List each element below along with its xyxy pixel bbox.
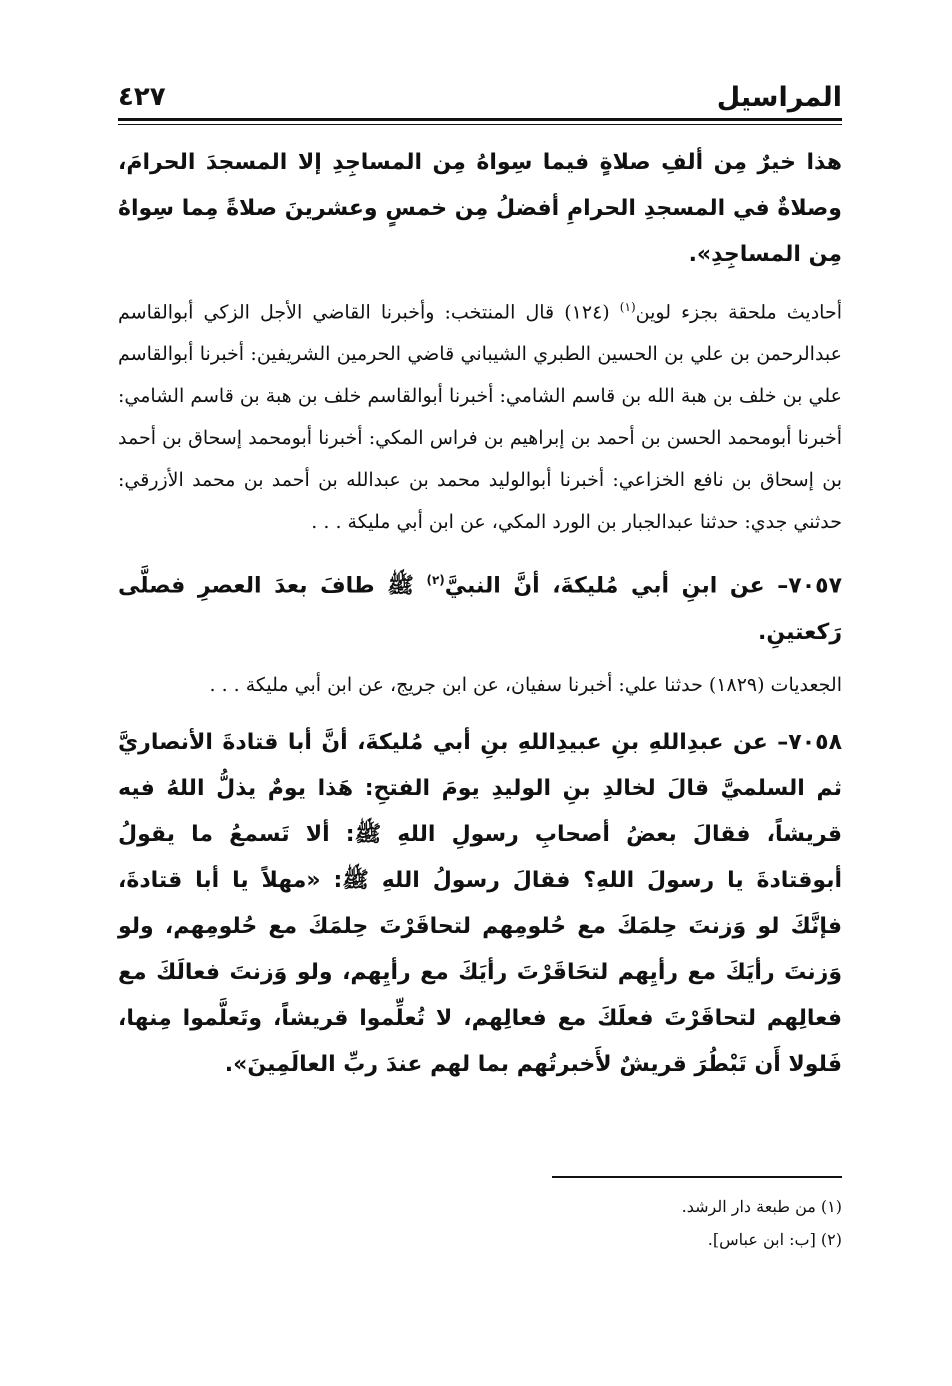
footnote-ref-2: (٢) bbox=[426, 573, 445, 588]
footnote-separator bbox=[552, 1176, 842, 1178]
source-lead: أحاديث ملحقة بجزء لوين bbox=[635, 301, 842, 324]
footnote-1 bbox=[118, 1190, 842, 1223]
footnote-2 bbox=[118, 1223, 842, 1256]
hadith-lead: عن ابنِ أبي مُليكةَ، أنَّ النبيَّ bbox=[444, 573, 778, 599]
footnote-ref-1: (١) bbox=[619, 300, 636, 314]
header-rule-thick bbox=[118, 118, 842, 121]
running-title: المراسيل bbox=[716, 82, 842, 113]
hadith-number: ٧٠٥٧– bbox=[777, 573, 843, 599]
footnote-text: [ب: ابن عباس]. bbox=[707, 1230, 821, 1249]
hadith-text: عن عبدِاللهِ بنِ عبيدِاللهِ بنِ أبي مُليكةَ، أنَّ أبا قتادةَ الأنصاريَّ ثم السلميَّ قالَ لخالدِ بنِ الوليدِ يومَ الفتحِ: هَذا يومٌ يذلُّ اللهُ فيه قريشاً، فقالَ بعضُ أصحابِ رسولِ اللهِ ﷺ: ألا تَسمعُ ما يقولُ أبوقتادةَ يا رسولَ اللهِ؟ فقالَ رسولُ اللهِ ﷺ: «مهلاً يا أبا قتادةَ، فإنَّكَ لو وَزنتَ حِلمَكَ مع حُلومِهم لتحاقَرْتَ حِلمَكَ مع حُلومِهم، ولو وَزنتَ رأيَكَ مع رأيِهم لتحَاقَرْتَ رأيَكَ مع رأيِهم، ولو وَزنتَ فعالَكَ مع فعالِهم لتحاقَرْتَ فعلَكَ مع فعالِهم، لا تُعلِّموا قريشاً، وتَعلَّموا مِنها، فَلولا أَن تَبْطُرَ قريشٌ لأَخبرتُهم بما لهم عندَ ربِّ العالَمِينَ». bbox=[118, 729, 842, 1077]
hadith-text: ﷺ طافَ بعدَ العصرِ فصلَّى رَكعتينِ. bbox=[118, 573, 842, 645]
footnotes bbox=[118, 1190, 842, 1256]
page-header bbox=[118, 78, 842, 118]
footnote-text: من طبعة دار الرشد. bbox=[681, 1197, 821, 1216]
header-rule-thin bbox=[118, 124, 842, 125]
hadith-7057 bbox=[118, 557, 842, 655]
source-text: (١٢٤) قال المنتخب: وأخبرنا القاضي الأجل الزكي أبوالقاسم عبدالرحمن بن علي بن الحسين الطبري الشيباني قاضي الحرمين الشريفين: أخبرنا أبوالقاسم علي بن خلف بن هبة الله بن قاسم الشامي: أخبرنا أبوالقاسم خلف بن هبة بن قاسم الشامي: أخبرنا أبومحمد الحسن بن أحمد بن إبراهيم بن فراس المكي: أخبرنا أبومحمد إسحاق بن أحمد بن إسحاق بن نافع الخزاعي: أخبرنا أبوالوليد محمد بن عبدالله بن أحمد بن محمد الأزرقي: حدثني جدي: حدثنا عبدالجبار بن الورد المكي، عن ابن أبي مليكة . . . bbox=[118, 301, 842, 534]
page-body bbox=[118, 140, 842, 1088]
hadith-7058 bbox=[118, 720, 842, 1088]
hadith-continuation: هذا خيرٌ مِن ألفِ صلاةٍ فيما سِواهُ مِن المساجِدِ إلا المسجدَ الحرامَ، وصلاةٌ في المسجدِ الحرامِ أفضلُ مِن خمسٍ وعشرينَ صلاةً مِما سِواهُ مِن المساجِدِ». bbox=[118, 150, 842, 267]
page-number: ٤٢٧ bbox=[118, 82, 166, 112]
source-paragraph-jaadiyat: الجعديات (١٨٢٩) حدثنا علي: أخبرنا سفيان، عن ابن جريج، عن ابن أبي مليكة . . . bbox=[209, 673, 842, 696]
source-paragraph bbox=[118, 286, 842, 543]
footnote-marker: (١) bbox=[820, 1197, 842, 1216]
footnote-marker: (٢) bbox=[820, 1230, 842, 1249]
hadith-number: ٧٠٥٨– bbox=[777, 729, 842, 755]
